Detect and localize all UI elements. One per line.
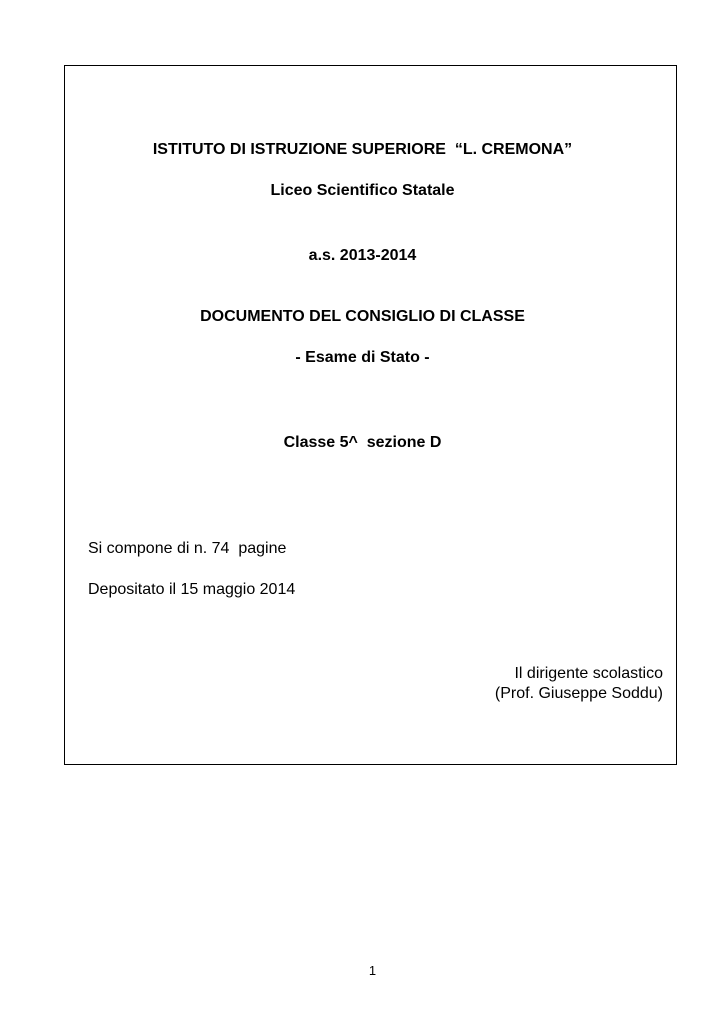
institute-title: ISTITUTO DI ISTRUZIONE SUPERIORE “L. CREMONA” xyxy=(152,141,573,158)
school-name: Liceo Scientifico Statale xyxy=(270,182,455,199)
page-number: 1 xyxy=(368,963,377,978)
deposit-date: Depositato il 15 maggio 2014 xyxy=(88,581,296,598)
exam-title: - Esame di Stato - xyxy=(295,349,430,366)
school-year: a.s. 2013-2014 xyxy=(308,247,417,264)
page-count: Si compone di n. 74 pagine xyxy=(88,540,287,557)
document-title: DOCUMENTO DEL CONSIGLIO DI CLASSE xyxy=(200,308,525,325)
cover-frame xyxy=(64,65,677,765)
signature-name: (Prof. Giuseppe Soddu) xyxy=(494,685,663,702)
class-section: Classe 5^ sezione D xyxy=(283,434,442,451)
signature-role: Il dirigente scolastico xyxy=(514,665,663,682)
